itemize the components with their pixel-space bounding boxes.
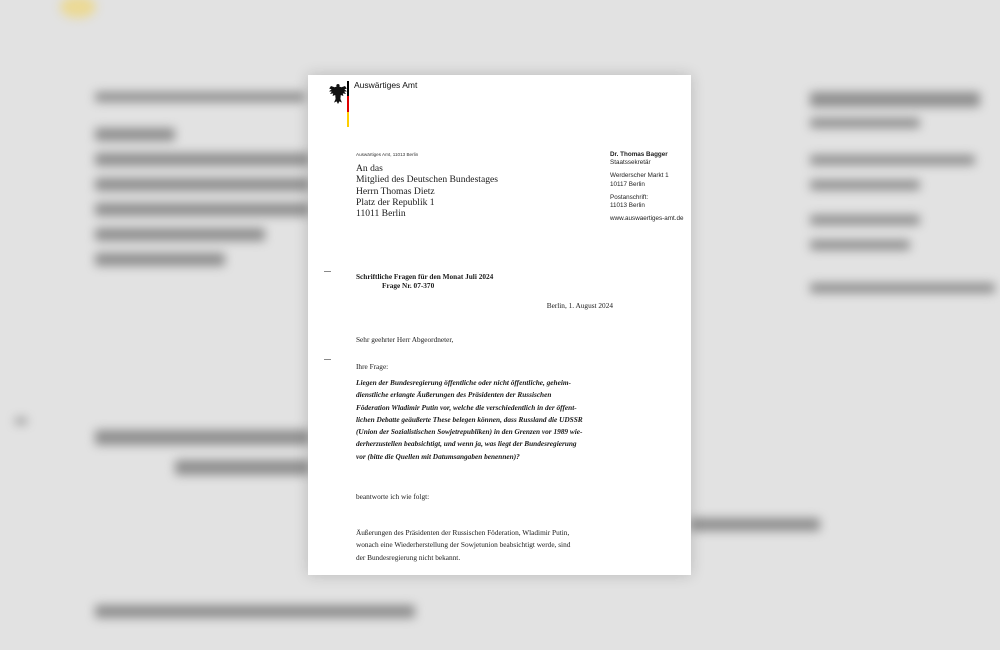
- sender-title: Staatssekretär: [610, 159, 651, 167]
- subject-block: [356, 272, 493, 290]
- letter-date: Berlin, 1. August 2024: [546, 301, 613, 310]
- blurred-text: [95, 92, 305, 102]
- question-line: (Union der Sozialistischen Sowjetrepubliken) in den Grenzen vor 1989 wie-: [356, 427, 583, 437]
- sender-street: Werderscher Markt 1: [610, 172, 669, 180]
- recipient-line: Mitglied des Deutschen Bundestages: [356, 174, 499, 186]
- recipient-line: An das: [356, 163, 383, 174]
- recipient-line: Platz der Republik 1: [356, 196, 435, 208]
- flag-stripe: [347, 81, 349, 127]
- blurred-text: [95, 128, 175, 141]
- question-label: Ihre Frage:: [356, 362, 389, 371]
- fold-mark: [324, 271, 331, 272]
- salutation: Sehr geehrter Herr Abgeordneter,: [356, 335, 454, 344]
- question-number: Frage Nr. 07-370: [382, 281, 435, 291]
- ministry-name: Auswärtiges Amt: [354, 80, 418, 90]
- flag-stripe-gold: [347, 112, 349, 127]
- sender-name: Dr. Thomas Bagger: [610, 151, 668, 158]
- blurred-text: [810, 155, 975, 165]
- blurred-text: [810, 92, 980, 107]
- blurred-text: [810, 283, 995, 293]
- postal-city: 11013 Berlin: [610, 202, 645, 210]
- blurred-flag-spot: [60, 0, 96, 18]
- letter-page: [308, 75, 691, 575]
- blurred-text: [810, 118, 920, 128]
- recipient-line: Herrn Thomas Dietz: [356, 185, 435, 197]
- return-address: Auswärtiges Amt, 11013 Berlin: [356, 152, 419, 157]
- blurred-text: [95, 430, 310, 445]
- question-line: derherzustellen beabsichtigt, und wenn ja, was liegt der Bundesregierung: [356, 439, 577, 449]
- recipient-address: [356, 163, 498, 219]
- recipient-line: 11011 Berlin: [356, 208, 406, 220]
- blurred-text: [810, 240, 910, 250]
- question-line: dienstliche erlangte Äußerungen des Präsidenten der Russischen: [356, 390, 552, 400]
- answer-intro: beantworte ich wie folgt:: [356, 492, 430, 501]
- federal-eagle-icon: [328, 83, 348, 105]
- flag-stripe-black: [347, 81, 349, 96]
- answer-text: [356, 527, 618, 564]
- blurred-text: [690, 518, 820, 531]
- blurred-text: [95, 153, 310, 166]
- answer-line: wonach eine Wiederherstellung der Sowjetunion beabsichtigt werde, sind: [356, 540, 571, 550]
- blurred-text: [810, 215, 920, 225]
- answer-line: der Bundesregierung nicht bekannt.: [356, 552, 461, 562]
- question-line: Liegen der Bundesregierung öffentliche oder nicht öffentliche, geheim-: [356, 378, 571, 387]
- blurred-text: [95, 203, 310, 216]
- answer-line: Äußerungen des Präsidenten der Russischen Föderation, Wladimir Putin,: [356, 528, 570, 537]
- blurred-text: [95, 228, 265, 241]
- question-line: lichen Debatte geäußerte These belegen können, dass Russland die UDSSR: [356, 414, 583, 424]
- blurred-text: [95, 253, 225, 266]
- sender-city: 10117 Berlin: [610, 180, 645, 188]
- flag-stripe-red: [347, 96, 349, 111]
- blurred-text: [95, 605, 415, 618]
- blurred-text: [810, 180, 920, 190]
- question-text: [356, 377, 614, 463]
- blurred-text: [15, 418, 27, 424]
- question-line: Föderation Wladimir Putin vor, welche die verschiedentlich in der öffent-: [356, 402, 577, 412]
- blurred-text: [95, 178, 310, 191]
- sender-info: [610, 151, 690, 223]
- postal-label: Postanschrift:: [610, 193, 649, 201]
- website-link[interactable]: www.auswaertiges-amt.de: [610, 215, 684, 223]
- blurred-text: [175, 460, 310, 475]
- subject-line: Schriftliche Fragen für den Monat Juli 2024: [356, 272, 494, 281]
- question-line: vor (bitte die Quellen mit Datumsangaben benennen)?: [356, 451, 520, 461]
- fold-mark: [324, 359, 331, 360]
